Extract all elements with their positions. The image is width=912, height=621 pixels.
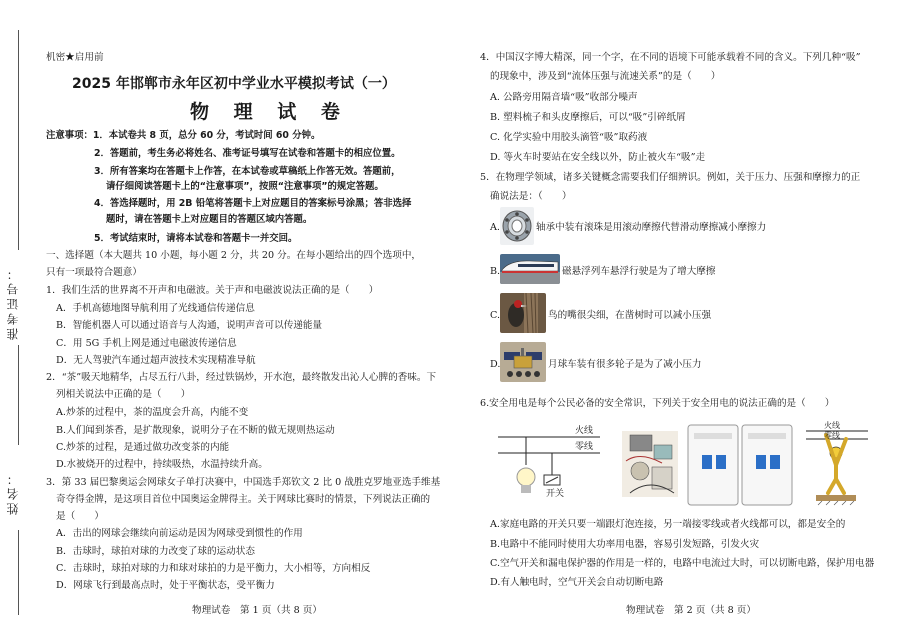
margin-line [18, 345, 19, 445]
q1-option-b: B．智能机器人可以通过语音与人沟通，说明声音可以传递能量 [56, 320, 323, 331]
exam-id-label: 准考证号： [6, 265, 20, 340]
question-3-stem: 3．第 33 届巴黎奥运会网球女子单打决赛中，中国选手郑钦文 2 比 0 战胜克罗地亚选手维基 [46, 477, 441, 488]
q6-option-b: B.电路中不能同时使用大功率用电器，容易引发短路，引发火灾 [490, 539, 760, 550]
q5-option-c-letter: C. [490, 310, 501, 321]
q5-option-a-letter: A. [490, 222, 500, 233]
q2-option-b: B.人们闻到茶香，是扩散现象，说明分子在不断的做无规则热运动 [56, 425, 335, 436]
q1-option-c: C．用 5G 手机上网是通过电磁波传递信息 [56, 338, 237, 349]
binding-margin [0, 0, 38, 621]
q3-option-d: D．网球飞行到最高点时，处于平衡状态，受平衡力 [56, 580, 275, 591]
note-line: 3．所有答案均在答题卡上作答，在本试卷或草稿纸上作答无效。答题前， [94, 166, 401, 177]
page-2 [478, 0, 903, 621]
q1-option-d: D．无人驾驶汽车通过超声波技术实现精准导航 [56, 355, 256, 366]
section-heading: 一、选择题（本大题共 10 小题，每小题 2 分，共 20 分。在每小题给出的四个选项中， [46, 250, 422, 261]
q3-option-a: A．击出的网球会继续向前运动是因为网球受到惯性的作用 [56, 528, 303, 539]
page-footer: 物理试卷 第 1 页（共 8 页） [192, 605, 322, 616]
q3-option-b: B．击球时，球拍对球的力改变了球的运动状态 [56, 546, 255, 557]
subject-title: 物 理 试 卷 [190, 101, 349, 123]
q5-option-a-text: 轴承中装有滚珠是用滚动摩擦代替滑动摩擦减小摩擦力 [536, 222, 767, 233]
question-4-stem: 的现象中，涉及到“流体压强与流速关系”的是（ ） [490, 71, 721, 82]
q5-option-b-letter: B. [490, 266, 501, 277]
q2-option-c: C.炒茶的过程，是通过做功改变茶的内能 [56, 442, 230, 453]
q4-option-c: C. 化学实验中用胶头滴管“吸”取药液 [490, 132, 648, 143]
confidential-mark: 机密★启用前 [46, 52, 104, 63]
q4-option-b: B. 塑料梳子和头皮摩擦后，可以“吸”引碎纸屑 [490, 112, 686, 123]
bearing-image [500, 207, 534, 245]
diagram-zero-label: 零线 [575, 442, 594, 452]
overloaded-socket-image [622, 431, 678, 497]
diagram-fire-label: 火线 [575, 426, 594, 436]
note-line: 4．答选择题时，用 2B 铅笔将答题卡上对应题目的答案标号涂黑；答非选择 [94, 198, 412, 209]
section-heading: 只有一项最符合题意） [46, 267, 142, 278]
page-1 [40, 0, 460, 621]
q6-option-d: D.有人触电时，空气开关会自动切断电路 [490, 577, 664, 588]
question-2-stem: 列相关说法中正确的是（ ） [56, 389, 191, 400]
maglev-train-image [500, 254, 560, 284]
q1-option-a: A．手机高德地图导航利用了光线通信传递信息 [56, 303, 255, 314]
note-line: 2．答题前，考生务必将姓名、准考证号填写在试卷和答题卡的相应位置。 [94, 148, 401, 159]
diagram-switch-label: 开关 [546, 489, 565, 499]
note-line: 5．考试结束时，请将本试卷和答题卡一并交回。 [94, 233, 298, 244]
note-line: 请仔细阅读答题卡上的“注意事项”，按照“注意事项”的规定答题。 [106, 181, 384, 192]
question-2-stem: 2．“茶”吸天地精华，占尽五行八卦，经过铁锅炒，开水泡，最终散发出沁人心脾的香味。下 [46, 372, 437, 383]
q4-option-a: A. 公路旁用隔音墙“吸”收部分噪声 [490, 92, 638, 103]
question-1-stem: 1．我们生活的世界离不开声和电磁波。关于声和电磁波说法正确的是（ ） [46, 285, 379, 296]
question-3-stem: 奇夺得金牌，是这项目首位中国奥运金牌得主。关于网球比赛时的情景，下列说法正确的 [56, 494, 431, 505]
name-label: 姓名： [6, 470, 20, 515]
q5-option-b-text: 磁悬浮列车悬浮行驶是为了增大摩擦 [562, 266, 716, 277]
note-line: 题时，请在答题卡上对应题目的答题区域内答题。 [106, 214, 313, 225]
q4-option-d: D. 等火车时要站在安全线以外，防止被火车“吸”走 [490, 152, 706, 163]
q6-option-a: A.家庭电路的开关只要一端跟灯泡连接，另一端接零线或者火线都可以，都是安全的 [490, 519, 846, 530]
q2-option-a: A.炒茶的过程中，茶的温度会升高，内能不变 [56, 407, 249, 418]
q3-option-c: C．击球时，球拍对球的力和球对球拍的力是平衡力，大小相等，方向相反 [56, 563, 371, 574]
question-5-stem: 5．在物理学领域，诸多关键概念需要我们仔细辨识。例如，关于压力、压强和摩擦力的正 [480, 172, 861, 183]
q5-option-d-text: 月球车装有很多轮子是为了减小压力 [548, 359, 702, 370]
diagram-zero2-label: 零线 [824, 431, 840, 440]
note-line: 注意事项：1．本试卷共 8 页，总分 60 分，考试时间 60 分钟。 [46, 130, 321, 141]
q5-option-d-letter: D. [490, 359, 501, 370]
woodpecker-image [500, 293, 546, 333]
q6-option-c: C.空气开关和漏电保护器的作用是一样的，电路中电流过大时，可以切断电路，保护用电器 [490, 558, 875, 569]
question-3-stem: 是（ ） [56, 511, 104, 522]
diagram-fire2-label: 火线 [824, 421, 840, 430]
exam-title: 2025 年邯郸市永年区初中学业水平模拟考试（一） [72, 76, 396, 92]
question-6-stem: 6.安全用电是每个公民必备的安全常识，下列关于安全用电的说法正确的是（ ） [480, 398, 835, 409]
circuit-breaker-image [688, 425, 792, 505]
margin-line [18, 30, 19, 250]
q2-option-d: D.水被烧开的过程中，持续吸热，水温持续升高。 [56, 459, 268, 470]
page-footer: 物理试卷 第 2 页（共 8 页） [626, 605, 756, 616]
lunar-rover-image [500, 342, 546, 382]
margin-line [18, 530, 19, 615]
q5-option-c-text: 鸟的嘴很尖细，在凿树时可以减小压强 [548, 310, 712, 321]
question-4-stem: 4．中国汉字博大精深，同一个字，在不同的语境下可能承载着不同的含义。下列几种“吸” [480, 52, 861, 63]
question-5-stem: 确说法是：（ ） [490, 191, 572, 202]
electric-shock-image [806, 431, 868, 505]
